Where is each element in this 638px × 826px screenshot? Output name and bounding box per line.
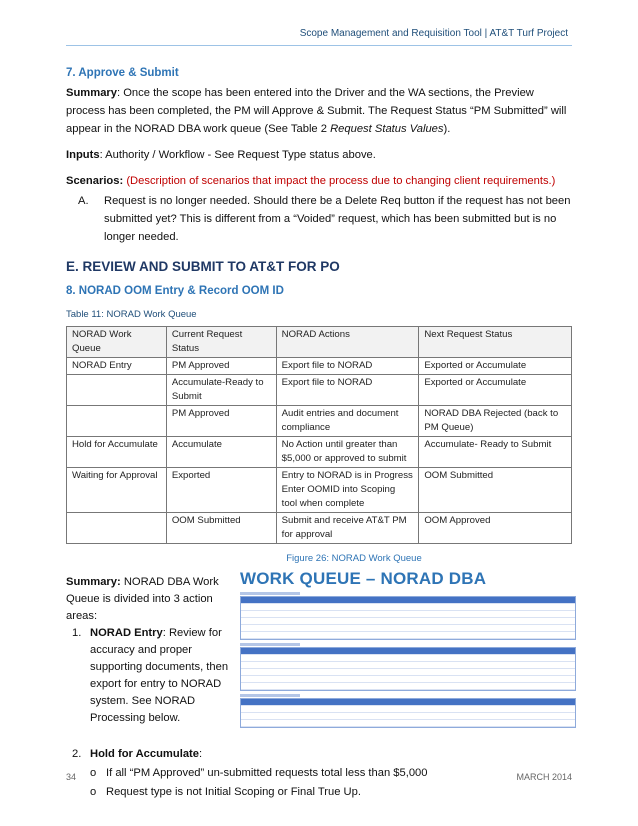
table-cell: Exported or Accumulate (419, 375, 572, 406)
table-cell: Audit entries and document compliance (276, 406, 419, 437)
sub-bullet (66, 784, 572, 801)
table-row (67, 437, 572, 468)
lower-summary-label: Summary: (66, 576, 121, 588)
table-cell: Accumulate- Ready to Submit (419, 437, 572, 468)
table-cell: No Action until greater than $5,000 or approved to submit (276, 437, 419, 468)
summary-paragraph (66, 84, 572, 138)
table-cell: Exported (166, 468, 276, 513)
table-cell: Export file to NORAD (276, 358, 419, 375)
table-cell: Submit and receive AT&T PM for approval (276, 513, 419, 544)
scenarios-text: (Description of scenarios that impact the process due to changing client requirements.) (123, 175, 556, 187)
table-cell (67, 406, 167, 437)
table-cell: Waiting for Approval (67, 468, 167, 513)
table-cell: Exported or Accumulate (419, 358, 572, 375)
table-cell: PM Approved (166, 406, 276, 437)
list-item (66, 746, 572, 763)
table-cell: Accumulate-Ready to Submit (166, 375, 276, 406)
page-header: Scope Management and Requisition Tool | AT&T Turf Project (299, 28, 568, 39)
inputs-label: Inputs (66, 149, 100, 161)
table-cell: Entry to NORAD is in Progress Enter OOMID into Scoping tool when complete (276, 468, 419, 513)
table-header-cell: NORAD Actions (276, 327, 419, 358)
scenario-item-a-text: Request is no longer needed. Should there be a Delete Req button if the request has not been submitted yet? This is different from a “Voided” request, which has been submitted but is no longer needed. (104, 195, 571, 243)
table-cell: Accumulate (166, 437, 276, 468)
item-label: NORAD Entry (90, 627, 163, 639)
lower-section (66, 569, 572, 798)
figure-table-entry (240, 596, 576, 640)
table-cell: OOM Approved (419, 513, 572, 544)
lower-summary (66, 574, 236, 625)
figure-section-label (240, 592, 300, 595)
page-number: 34 (66, 772, 77, 782)
page-content (66, 64, 572, 798)
figure-table-accumulate (240, 647, 576, 691)
sub-bullet-text: Request type is not Initial Scoping or Final True Up. (106, 786, 361, 798)
table-caption: Table 11: NORAD Work Queue (66, 309, 197, 320)
scenario-item-a (66, 192, 572, 246)
table-row (67, 513, 572, 544)
list-number: 1. (72, 627, 82, 639)
figure-caption: Figure 26: NORAD Work Queue (286, 553, 422, 564)
table-row (67, 375, 572, 406)
scenarios-label: Scenarios: (66, 175, 124, 187)
hold-accumulate-block (66, 746, 572, 801)
list-number: 2. (72, 748, 82, 760)
section-7-heading: 7. Approve & Submit (66, 67, 179, 79)
bullet-marker: o (90, 786, 97, 798)
table-row (67, 358, 572, 375)
table-cell: OOM Submitted (166, 513, 276, 544)
section-8-heading: 8. NORAD OOM Entry & Record OOM ID (66, 285, 284, 297)
work-queue-summary (66, 574, 236, 727)
inputs-text: : Authority / Workflow - See Request Type status above. (99, 149, 376, 161)
table-cell: Hold for Accumulate (67, 437, 167, 468)
footer-date: MARCH 2014 (516, 772, 572, 782)
scenario-item-a-label: A. (78, 195, 89, 207)
table-header-cell: Current Request Status (166, 327, 276, 358)
bullet-marker: o (90, 767, 97, 779)
work-queue-figure (240, 570, 576, 750)
item-label: Hold for Accumulate (90, 748, 199, 760)
table-header-row (67, 327, 572, 358)
lower-summary-text: NORAD DBA Work Queue is divided into 3 action areas: (66, 576, 219, 622)
table-cell (67, 375, 167, 406)
table-cell (67, 513, 167, 544)
table-cell: PM Approved (166, 358, 276, 375)
list-item (66, 625, 236, 727)
item-text: : Review for accuracy and proper supporting documents, then export for entry to NORAD system. See NORAD Processing below. (90, 627, 229, 724)
table-cell: Export file to NORAD (276, 375, 419, 406)
figure-table-waiting (240, 698, 576, 728)
table-cell: NORAD DBA Rejected (back to PM Queue) (419, 406, 572, 437)
sub-bullet (66, 765, 572, 782)
table-cell: OOM Submitted (419, 468, 572, 513)
action-area-list (66, 625, 236, 727)
section-e-heading: E. REVIEW AND SUBMIT TO AT&T FOR PO (66, 259, 340, 274)
summary-italic: Request Status Values (330, 123, 444, 135)
inputs-paragraph (66, 146, 572, 164)
summary-end: ). (443, 123, 451, 135)
norad-work-queue-table (66, 326, 572, 544)
figure-title: WORK QUEUE – NORAD DBA (240, 569, 487, 588)
header-divider (66, 45, 572, 46)
sub-bullet-text: If all “PM Approved” un-submitted requests total less than $5,000 (106, 767, 428, 779)
table-row (67, 406, 572, 437)
table-row (67, 468, 572, 513)
table-header-cell: NORAD Work Queue (67, 327, 167, 358)
figure-section-label (240, 643, 300, 646)
table-cell: NORAD Entry (67, 358, 167, 375)
summary-label: Summary (66, 87, 117, 99)
summary-text: : Once the scope has been entered into the Driver and the WA sections, the Preview process has been completed, the PM will Approve & Submit. The Request Status “PM Submitted” will appear in the NORAD DBA work queue (See Table 2 (66, 87, 567, 135)
scenarios-paragraph (66, 172, 572, 190)
item-text: : (199, 748, 203, 760)
figure-section-label (240, 694, 300, 697)
table-header-cell: Next Request Status (419, 327, 572, 358)
